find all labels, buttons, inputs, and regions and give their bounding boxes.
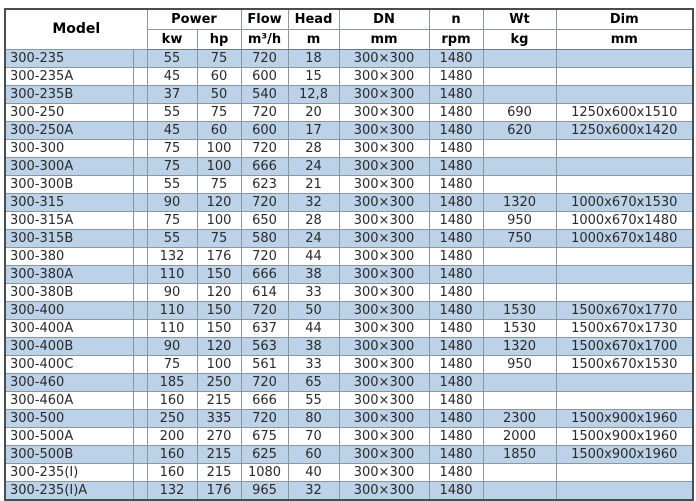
cell-head: 17	[288, 122, 339, 140]
cell-model: 300-380	[5, 248, 133, 266]
cell-model: 300-235A	[5, 68, 133, 86]
cell-hp: 75	[197, 230, 241, 248]
cell-wt: 750	[483, 230, 556, 248]
cell-head: 20	[288, 104, 339, 122]
cell-model: 300-235(I)A	[5, 482, 133, 501]
cell-n: 1480	[429, 302, 483, 320]
cell-dn: 300×300	[339, 284, 429, 302]
cell-hp: 215	[197, 464, 241, 482]
cell-wt	[483, 50, 556, 68]
spacer-cell	[133, 68, 147, 86]
spacer-cell	[133, 194, 147, 212]
cell-flow: 720	[241, 302, 288, 320]
cell-dim: 1500x670x1700	[556, 338, 693, 356]
spacer-cell	[133, 212, 147, 230]
cell-dn: 300×300	[339, 194, 429, 212]
cell-model: 300-380A	[5, 266, 133, 284]
spacer-cell	[133, 140, 147, 158]
cell-kw: 132	[147, 248, 197, 266]
cell-hp: 150	[197, 302, 241, 320]
cell-kw: 55	[147, 50, 197, 68]
cell-head: 32	[288, 482, 339, 501]
cell-head: 50	[288, 302, 339, 320]
spacer-cell	[133, 248, 147, 266]
cell-wt: 620	[483, 122, 556, 140]
cell-wt	[483, 482, 556, 501]
cell-n: 1480	[429, 230, 483, 248]
cell-model: 300-300	[5, 140, 133, 158]
unit-header-hp: hp	[197, 30, 241, 50]
cell-n: 1480	[429, 284, 483, 302]
cell-wt	[483, 392, 556, 410]
table-row	[5, 374, 693, 392]
cell-model: 300-460A	[5, 392, 133, 410]
cell-head: 24	[288, 230, 339, 248]
table-row	[5, 86, 693, 104]
cell-kw: 110	[147, 320, 197, 338]
cell-dn: 300×300	[339, 410, 429, 428]
cell-dim: 1500x900x1960	[556, 446, 693, 464]
table-row	[5, 140, 693, 158]
cell-flow: 720	[241, 410, 288, 428]
cell-n: 1480	[429, 86, 483, 104]
cell-n: 1480	[429, 392, 483, 410]
unit-header-flow: m³/h	[241, 30, 288, 50]
cell-hp: 50	[197, 86, 241, 104]
cell-flow: 614	[241, 284, 288, 302]
column-header-flow: Flow	[241, 9, 288, 30]
cell-flow: 580	[241, 230, 288, 248]
cell-dn: 300×300	[339, 428, 429, 446]
unit-header-wt: kg	[483, 30, 556, 50]
cell-head: 65	[288, 374, 339, 392]
spacer-cell	[133, 104, 147, 122]
cell-kw: 160	[147, 392, 197, 410]
cell-dn: 300×300	[339, 302, 429, 320]
cell-dim	[556, 68, 693, 86]
cell-dim: 1250x600x1420	[556, 122, 693, 140]
cell-dn: 300×300	[339, 482, 429, 501]
cell-dn: 300×300	[339, 374, 429, 392]
spacer-cell	[133, 284, 147, 302]
cell-dn: 300×300	[339, 230, 429, 248]
unit-header-n: rpm	[429, 30, 483, 50]
cell-n: 1480	[429, 338, 483, 356]
table-row	[5, 410, 693, 428]
cell-n: 1480	[429, 464, 483, 482]
cell-head: 15	[288, 68, 339, 86]
cell-dim	[556, 158, 693, 176]
cell-dim	[556, 284, 693, 302]
cell-n: 1480	[429, 482, 483, 501]
cell-wt: 1320	[483, 194, 556, 212]
cell-head: 55	[288, 392, 339, 410]
cell-wt	[483, 374, 556, 392]
cell-hp: 75	[197, 176, 241, 194]
cell-head: 12,8	[288, 86, 339, 104]
cell-wt	[483, 266, 556, 284]
cell-kw: 90	[147, 194, 197, 212]
cell-flow: 666	[241, 158, 288, 176]
cell-hp: 335	[197, 410, 241, 428]
table-row	[5, 392, 693, 410]
spacer-cell	[133, 338, 147, 356]
table-header	[5, 9, 693, 50]
cell-flow: 650	[241, 212, 288, 230]
cell-n: 1480	[429, 140, 483, 158]
table-body	[5, 50, 693, 501]
cell-wt: 1530	[483, 302, 556, 320]
unit-header-kw: kw	[147, 30, 197, 50]
cell-head: 38	[288, 266, 339, 284]
unit-header-head: m	[288, 30, 339, 50]
spacer-cell	[133, 122, 147, 140]
cell-n: 1480	[429, 176, 483, 194]
cell-head: 70	[288, 428, 339, 446]
spacer-cell	[133, 356, 147, 374]
cell-head: 33	[288, 284, 339, 302]
cell-wt: 690	[483, 104, 556, 122]
cell-hp: 75	[197, 104, 241, 122]
cell-model: 300-315A	[5, 212, 133, 230]
cell-kw: 200	[147, 428, 197, 446]
cell-dim: 1500x670x1730	[556, 320, 693, 338]
cell-hp: 176	[197, 482, 241, 501]
cell-model: 300-300A	[5, 158, 133, 176]
cell-dn: 300×300	[339, 176, 429, 194]
cell-kw: 55	[147, 230, 197, 248]
cell-model: 300-235(I)	[5, 464, 133, 482]
cell-kw: 185	[147, 374, 197, 392]
cell-model: 300-315B	[5, 230, 133, 248]
cell-kw: 75	[147, 356, 197, 374]
cell-dim	[556, 140, 693, 158]
cell-flow: 561	[241, 356, 288, 374]
cell-hp: 100	[197, 158, 241, 176]
cell-head: 60	[288, 446, 339, 464]
cell-flow: 720	[241, 194, 288, 212]
table-row	[5, 176, 693, 194]
cell-kw: 75	[147, 212, 197, 230]
cell-hp: 176	[197, 248, 241, 266]
cell-flow: 600	[241, 68, 288, 86]
cell-dn: 300×300	[339, 68, 429, 86]
cell-dn: 300×300	[339, 338, 429, 356]
cell-hp: 250	[197, 374, 241, 392]
table-row	[5, 230, 693, 248]
cell-wt	[483, 158, 556, 176]
cell-model: 300-300B	[5, 176, 133, 194]
cell-model: 300-400C	[5, 356, 133, 374]
cell-hp: 270	[197, 428, 241, 446]
cell-flow: 563	[241, 338, 288, 356]
cell-head: 32	[288, 194, 339, 212]
spacer-cell	[133, 464, 147, 482]
table-row	[5, 104, 693, 122]
cell-dim: 1000x670x1480	[556, 212, 693, 230]
cell-hp: 120	[197, 338, 241, 356]
column-header-dim: Dim	[556, 9, 693, 30]
spacer-cell	[133, 392, 147, 410]
cell-kw: 160	[147, 464, 197, 482]
cell-dn: 300×300	[339, 140, 429, 158]
table-row	[5, 446, 693, 464]
cell-head: 28	[288, 212, 339, 230]
cell-head: 18	[288, 50, 339, 68]
cell-kw: 90	[147, 284, 197, 302]
table-row	[5, 320, 693, 338]
cell-head: 40	[288, 464, 339, 482]
cell-dim	[556, 392, 693, 410]
table-row	[5, 302, 693, 320]
cell-n: 1480	[429, 374, 483, 392]
spacer-cell	[133, 374, 147, 392]
table-row	[5, 338, 693, 356]
cell-wt: 1530	[483, 320, 556, 338]
cell-kw: 132	[147, 482, 197, 501]
cell-n: 1480	[429, 410, 483, 428]
cell-dim	[556, 464, 693, 482]
cell-n: 1480	[429, 320, 483, 338]
cell-wt	[483, 284, 556, 302]
cell-n: 1480	[429, 446, 483, 464]
cell-n: 1480	[429, 266, 483, 284]
cell-model: 300-400B	[5, 338, 133, 356]
cell-kw: 110	[147, 266, 197, 284]
cell-dn: 300×300	[339, 392, 429, 410]
cell-flow: 720	[241, 50, 288, 68]
table-row	[5, 284, 693, 302]
cell-flow: 666	[241, 392, 288, 410]
cell-wt: 2300	[483, 410, 556, 428]
cell-hp: 150	[197, 320, 241, 338]
cell-flow: 540	[241, 86, 288, 104]
cell-wt	[483, 248, 556, 266]
unit-header-dim: mm	[556, 30, 693, 50]
cell-kw: 75	[147, 158, 197, 176]
table-row	[5, 122, 693, 140]
cell-model: 300-235B	[5, 86, 133, 104]
cell-kw: 45	[147, 122, 197, 140]
cell-wt	[483, 176, 556, 194]
cell-flow: 1080	[241, 464, 288, 482]
cell-flow: 720	[241, 374, 288, 392]
cell-wt: 1850	[483, 446, 556, 464]
cell-head: 44	[288, 248, 339, 266]
cell-hp: 100	[197, 212, 241, 230]
column-header-n: n	[429, 9, 483, 30]
table-row	[5, 158, 693, 176]
spacer-cell	[133, 446, 147, 464]
cell-wt: 950	[483, 212, 556, 230]
cell-flow: 600	[241, 122, 288, 140]
spacer-cell	[133, 410, 147, 428]
cell-n: 1480	[429, 158, 483, 176]
cell-n: 1480	[429, 194, 483, 212]
cell-hp: 120	[197, 194, 241, 212]
cell-wt: 2000	[483, 428, 556, 446]
cell-dn: 300×300	[339, 212, 429, 230]
cell-model: 300-500A	[5, 428, 133, 446]
cell-hp: 100	[197, 356, 241, 374]
cell-dn: 300×300	[339, 248, 429, 266]
cell-kw: 37	[147, 86, 197, 104]
column-header-head: Head	[288, 9, 339, 30]
table-row	[5, 266, 693, 284]
cell-kw: 250	[147, 410, 197, 428]
spacer-cell	[133, 158, 147, 176]
cell-n: 1480	[429, 248, 483, 266]
spacer-cell	[133, 482, 147, 501]
column-header-power: Power	[147, 9, 241, 30]
cell-n: 1480	[429, 104, 483, 122]
cell-wt	[483, 464, 556, 482]
table-row	[5, 482, 693, 501]
table-row	[5, 50, 693, 68]
cell-model: 300-250A	[5, 122, 133, 140]
cell-kw: 45	[147, 68, 197, 86]
cell-head: 28	[288, 140, 339, 158]
cell-wt: 1320	[483, 338, 556, 356]
cell-dim	[556, 266, 693, 284]
cell-dim: 1500x900x1960	[556, 428, 693, 446]
cell-dn: 300×300	[339, 266, 429, 284]
header-row-top	[5, 9, 693, 30]
cell-dim	[556, 86, 693, 104]
cell-model: 300-250	[5, 104, 133, 122]
spacer-cell	[133, 320, 147, 338]
cell-flow: 720	[241, 104, 288, 122]
pump-spec-table	[4, 8, 694, 501]
cell-hp: 215	[197, 446, 241, 464]
cell-wt	[483, 140, 556, 158]
cell-dn: 300×300	[339, 356, 429, 374]
cell-n: 1480	[429, 428, 483, 446]
cell-dn: 300×300	[339, 86, 429, 104]
cell-head: 44	[288, 320, 339, 338]
column-header-dn: DN	[339, 9, 429, 30]
cell-wt: 950	[483, 356, 556, 374]
table-row	[5, 248, 693, 266]
cell-flow: 637	[241, 320, 288, 338]
cell-model: 300-235	[5, 50, 133, 68]
cell-flow: 625	[241, 446, 288, 464]
cell-model: 300-500	[5, 410, 133, 428]
spacer-cell	[133, 302, 147, 320]
cell-dim	[556, 482, 693, 501]
cell-n: 1480	[429, 68, 483, 86]
table-row	[5, 428, 693, 446]
cell-dim	[556, 176, 693, 194]
cell-model: 300-380B	[5, 284, 133, 302]
cell-flow: 720	[241, 248, 288, 266]
cell-dn: 300×300	[339, 464, 429, 482]
cell-flow: 666	[241, 266, 288, 284]
cell-n: 1480	[429, 212, 483, 230]
cell-dn: 300×300	[339, 158, 429, 176]
spacer-cell	[133, 176, 147, 194]
cell-flow: 720	[241, 140, 288, 158]
cell-hp: 120	[197, 284, 241, 302]
cell-model: 300-315	[5, 194, 133, 212]
cell-hp: 100	[197, 140, 241, 158]
table-row	[5, 356, 693, 374]
column-header-wt: Wt	[483, 9, 556, 30]
cell-kw: 90	[147, 338, 197, 356]
cell-n: 1480	[429, 356, 483, 374]
cell-dim	[556, 50, 693, 68]
cell-dim	[556, 248, 693, 266]
table-row	[5, 194, 693, 212]
spacer-cell	[133, 50, 147, 68]
cell-flow: 965	[241, 482, 288, 501]
cell-kw: 75	[147, 140, 197, 158]
cell-head: 21	[288, 176, 339, 194]
page	[4, 8, 694, 501]
cell-dim: 1500x900x1960	[556, 410, 693, 428]
cell-kw: 110	[147, 302, 197, 320]
cell-head: 80	[288, 410, 339, 428]
cell-hp: 150	[197, 266, 241, 284]
cell-dim: 1500x670x1770	[556, 302, 693, 320]
cell-hp: 75	[197, 50, 241, 68]
cell-wt	[483, 68, 556, 86]
cell-kw: 55	[147, 104, 197, 122]
cell-flow: 623	[241, 176, 288, 194]
cell-hp: 215	[197, 392, 241, 410]
spacer-cell	[133, 86, 147, 104]
cell-model: 300-500B	[5, 446, 133, 464]
table-row	[5, 212, 693, 230]
cell-kw: 55	[147, 176, 197, 194]
cell-wt	[483, 86, 556, 104]
cell-dn: 300×300	[339, 122, 429, 140]
spacer-cell	[133, 230, 147, 248]
cell-dim: 1000x670x1530	[556, 194, 693, 212]
cell-dn: 300×300	[339, 104, 429, 122]
cell-dim: 1500x670x1530	[556, 356, 693, 374]
column-header-model: Model	[5, 9, 147, 50]
cell-model: 300-460	[5, 374, 133, 392]
cell-dim	[556, 374, 693, 392]
cell-dn: 300×300	[339, 320, 429, 338]
cell-hp: 60	[197, 68, 241, 86]
cell-flow: 675	[241, 428, 288, 446]
cell-hp: 60	[197, 122, 241, 140]
spacer-cell	[133, 266, 147, 284]
cell-head: 24	[288, 158, 339, 176]
cell-dim: 1000x670x1480	[556, 230, 693, 248]
cell-dn: 300×300	[339, 446, 429, 464]
unit-header-dn: mm	[339, 30, 429, 50]
cell-model: 300-400	[5, 302, 133, 320]
cell-head: 38	[288, 338, 339, 356]
cell-dn: 300×300	[339, 50, 429, 68]
cell-model: 300-400A	[5, 320, 133, 338]
cell-head: 33	[288, 356, 339, 374]
cell-dim: 1250x600x1510	[556, 104, 693, 122]
cell-n: 1480	[429, 122, 483, 140]
table-row	[5, 68, 693, 86]
spacer-cell	[133, 428, 147, 446]
cell-n: 1480	[429, 50, 483, 68]
cell-kw: 160	[147, 446, 197, 464]
table-row	[5, 464, 693, 482]
